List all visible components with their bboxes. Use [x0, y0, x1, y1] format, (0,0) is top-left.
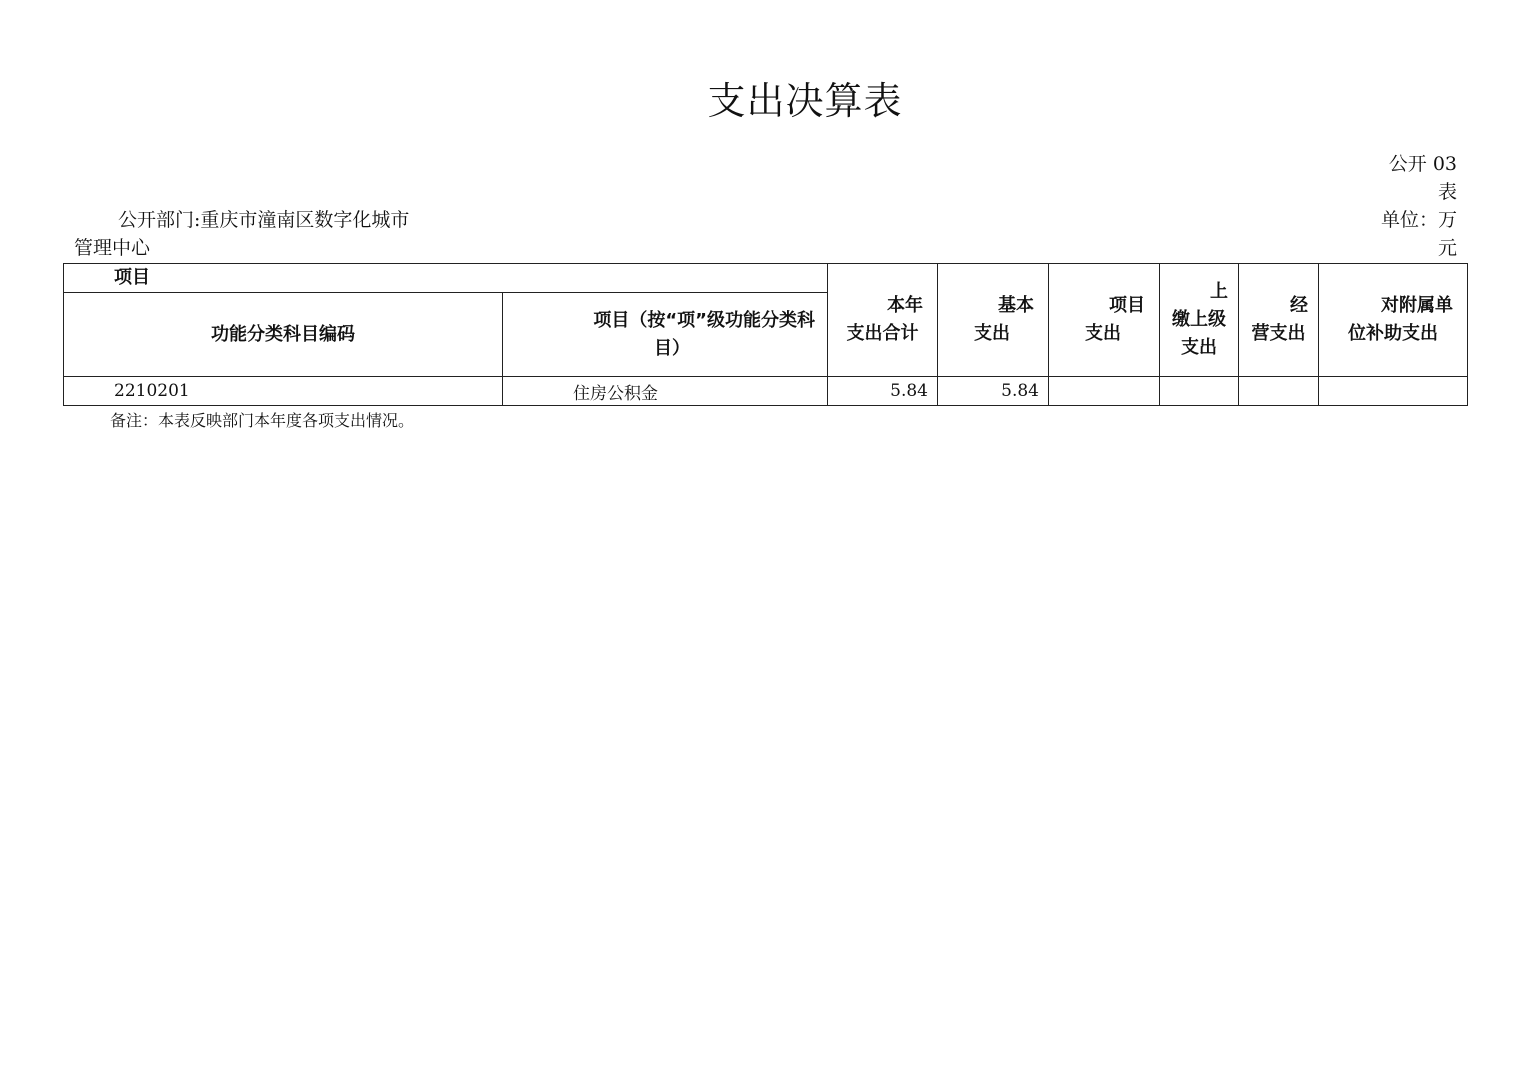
department-label-continued: 管理中心: [74, 237, 151, 259]
header-subsidy: [1319, 264, 1468, 377]
form-number: [1367, 150, 1457, 206]
header-project-line1: 项目: [1109, 295, 1145, 316]
page-title: 支出决算表: [707, 79, 903, 123]
header-basic: [938, 264, 1049, 377]
form-number-line1: 公开 03: [1388, 153, 1457, 175]
row-total: 5.84: [828, 377, 938, 406]
header-total-line2: 支出合计: [846, 323, 919, 344]
header-name-line1: 项目（按“项”级功能分类科: [593, 309, 815, 331]
header-total-line1: 本年: [887, 295, 923, 316]
header-basic-line1: 基本: [998, 295, 1034, 316]
unit-line1: 单位：万: [1380, 209, 1457, 231]
header-business-line2: 营支出: [1251, 323, 1306, 344]
row-business: [1239, 377, 1319, 406]
row-name: 住房公积金: [503, 377, 828, 406]
header-upper-line1: 上: [1210, 281, 1228, 302]
header-project: [1049, 264, 1160, 377]
header-item: 项目: [64, 264, 828, 293]
header-name-line2: 目）: [654, 337, 690, 359]
form-number-line2: 表: [1437, 181, 1457, 203]
header-project-line2: 支出: [1085, 323, 1121, 344]
table-row: [64, 377, 1468, 406]
header-code: 功能分类科目编码: [64, 293, 503, 377]
row-upper: [1160, 377, 1239, 406]
unit-line2: 元: [1437, 237, 1457, 259]
header-upper-line2: 缴上级: [1172, 309, 1226, 330]
row-basic: 5.84: [938, 377, 1049, 406]
header-upper: [1160, 264, 1239, 377]
header-total: [828, 264, 938, 377]
header-basic-line2: 支出: [974, 323, 1010, 344]
header-subsidy-line1: 对附属单: [1381, 295, 1453, 316]
row-code: 2210201: [64, 377, 503, 406]
row-project: [1049, 377, 1160, 406]
unit-label: [1357, 206, 1457, 262]
footnote: 备注：本表反映部门本年度各项支出情况。: [110, 411, 415, 430]
department-label: 公开部门:重庆市潼南区数字化城市: [118, 209, 410, 231]
header-subsidy-line2: 位补助支出: [1348, 323, 1438, 344]
expense-table: [63, 263, 1468, 406]
header-upper-line3: 支出: [1181, 337, 1217, 358]
header-row-top: [64, 264, 1468, 293]
header-business-line1: 经: [1290, 295, 1308, 316]
header-business: [1239, 264, 1319, 377]
row-subsidy: [1319, 377, 1468, 406]
header-name: [503, 293, 828, 377]
